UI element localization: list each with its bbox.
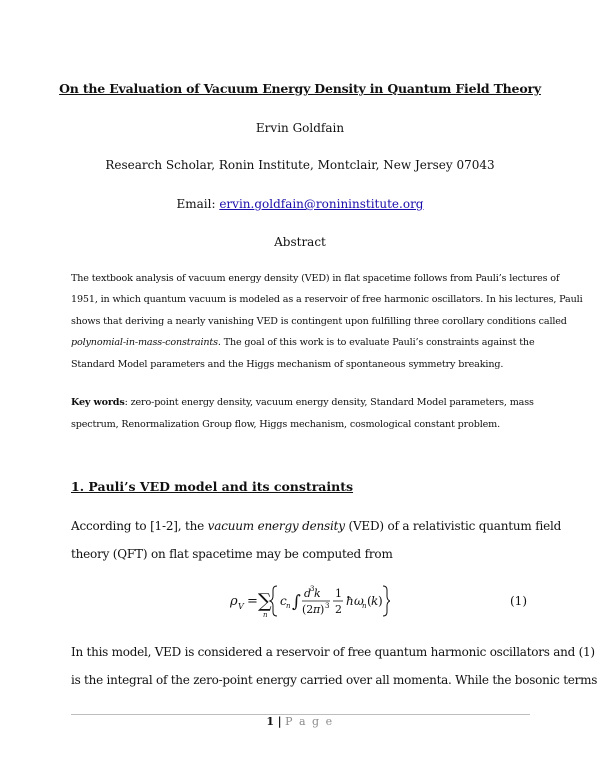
abstract-line-rest: The goal of this work is to evaluate Pauli’s constraints against the [223, 337, 535, 349]
abstract-line: The textbook analysis of vacuum energy density (VED) in flat spacetime follows from Pauli’s lectures of [71, 273, 560, 284]
svg-text:π: π [313, 603, 321, 616]
svg-text:3: 3 [310, 585, 315, 593]
svg-text:ħ: ħ [346, 594, 354, 608]
text-run: According to [1-2], the [71, 519, 208, 533]
paragraph-line: is the integral of the zero-point energy carried over all momenta. While the bosonic terms [71, 672, 598, 687]
abstract-text [71, 268, 583, 375]
footer-separator: | [277, 715, 282, 728]
svg-text:(: ( [367, 594, 372, 608]
svg-text:ρ: ρ [230, 594, 238, 609]
page-label: P a g e [285, 715, 334, 728]
svg-text:n: n [286, 602, 291, 610]
keywords-text: : zero-point energy density, vacuum energy density, Standard Model parameters, mass [124, 397, 534, 408]
svg-text:n: n [263, 611, 268, 619]
svg-text:(2: (2 [302, 603, 314, 616]
author-email-line [0, 197, 600, 211]
svg-text:3: 3 [325, 602, 330, 610]
text-run: (VED) of a relativistic quantum field [344, 519, 562, 533]
paper-title: On the Evaluation of Vacuum Energy Density in Quantum Field Theory [59, 81, 541, 96]
abstract-italic-term: polynomial-in-mass-constraints. [71, 337, 221, 349]
svg-text:ω: ω [354, 594, 364, 608]
abstract-line [71, 332, 535, 353]
equation-number: (1) [510, 594, 527, 608]
keywords-line [71, 392, 534, 414]
svg-text:): ) [320, 603, 325, 616]
keywords-line: spectrum, Renormalization Group flow, Higgs mechanism, cosmological constant problem. [71, 419, 501, 430]
equation-1 [230, 578, 390, 624]
email-label: Email: [176, 197, 220, 211]
svg-text:c: c [280, 594, 287, 608]
abstract-heading: Abstract [274, 235, 326, 249]
abstract-line: Standard Model parameters and the Higgs mechanism of spontaneous symmetry breaking. [71, 358, 504, 370]
section-heading: 1. Pauli’s VED model and its constraints [71, 479, 354, 494]
svg-text:k: k [371, 594, 379, 608]
svg-text:∑: ∑ [258, 590, 272, 612]
svg-text:d: d [304, 587, 312, 600]
svg-text:): ) [378, 594, 383, 608]
author-affiliation: Research Scholar, Ronin Institute, Montclair, New Jersey 07043 [105, 158, 495, 172]
italic-term: vacuum energy density [207, 519, 345, 533]
paragraph-line: theory (QFT) on flat spacetime may be computed from [71, 546, 393, 561]
abstract-line: shows that deriving a nearly vanishing VED is contingent upon fulfilling three corollary conditions called [71, 315, 567, 327]
svg-text:k: k [314, 587, 321, 600]
paragraph-line [71, 513, 562, 541]
keywords-label: Key words [71, 397, 125, 408]
section-paragraph [71, 639, 598, 694]
page-number: 1 [266, 715, 275, 728]
svg-text:n: n [362, 602, 367, 610]
paragraph-line: In this model, VED is considered a reservoir of free quantum harmonic oscillators and (1) [71, 645, 595, 659]
svg-text:V: V [238, 602, 244, 611]
svg-text:1: 1 [335, 587, 342, 600]
svg-text:2: 2 [335, 603, 342, 616]
svg-text:=: = [247, 594, 258, 609]
keywords-block [71, 392, 534, 436]
abstract-line: 1951, in which quantum vacuum is modeled as a reservoir of free harmonic oscillators. In his lectures, Pauli [71, 294, 583, 306]
author-name: Ervin Goldfain [255, 121, 345, 135]
page-footer [0, 715, 600, 728]
section-paragraph [71, 513, 562, 568]
svg-text:∫: ∫ [292, 592, 301, 612]
email-link[interactable]: ervin.goldfain@ronininstitute.org [219, 197, 424, 211]
